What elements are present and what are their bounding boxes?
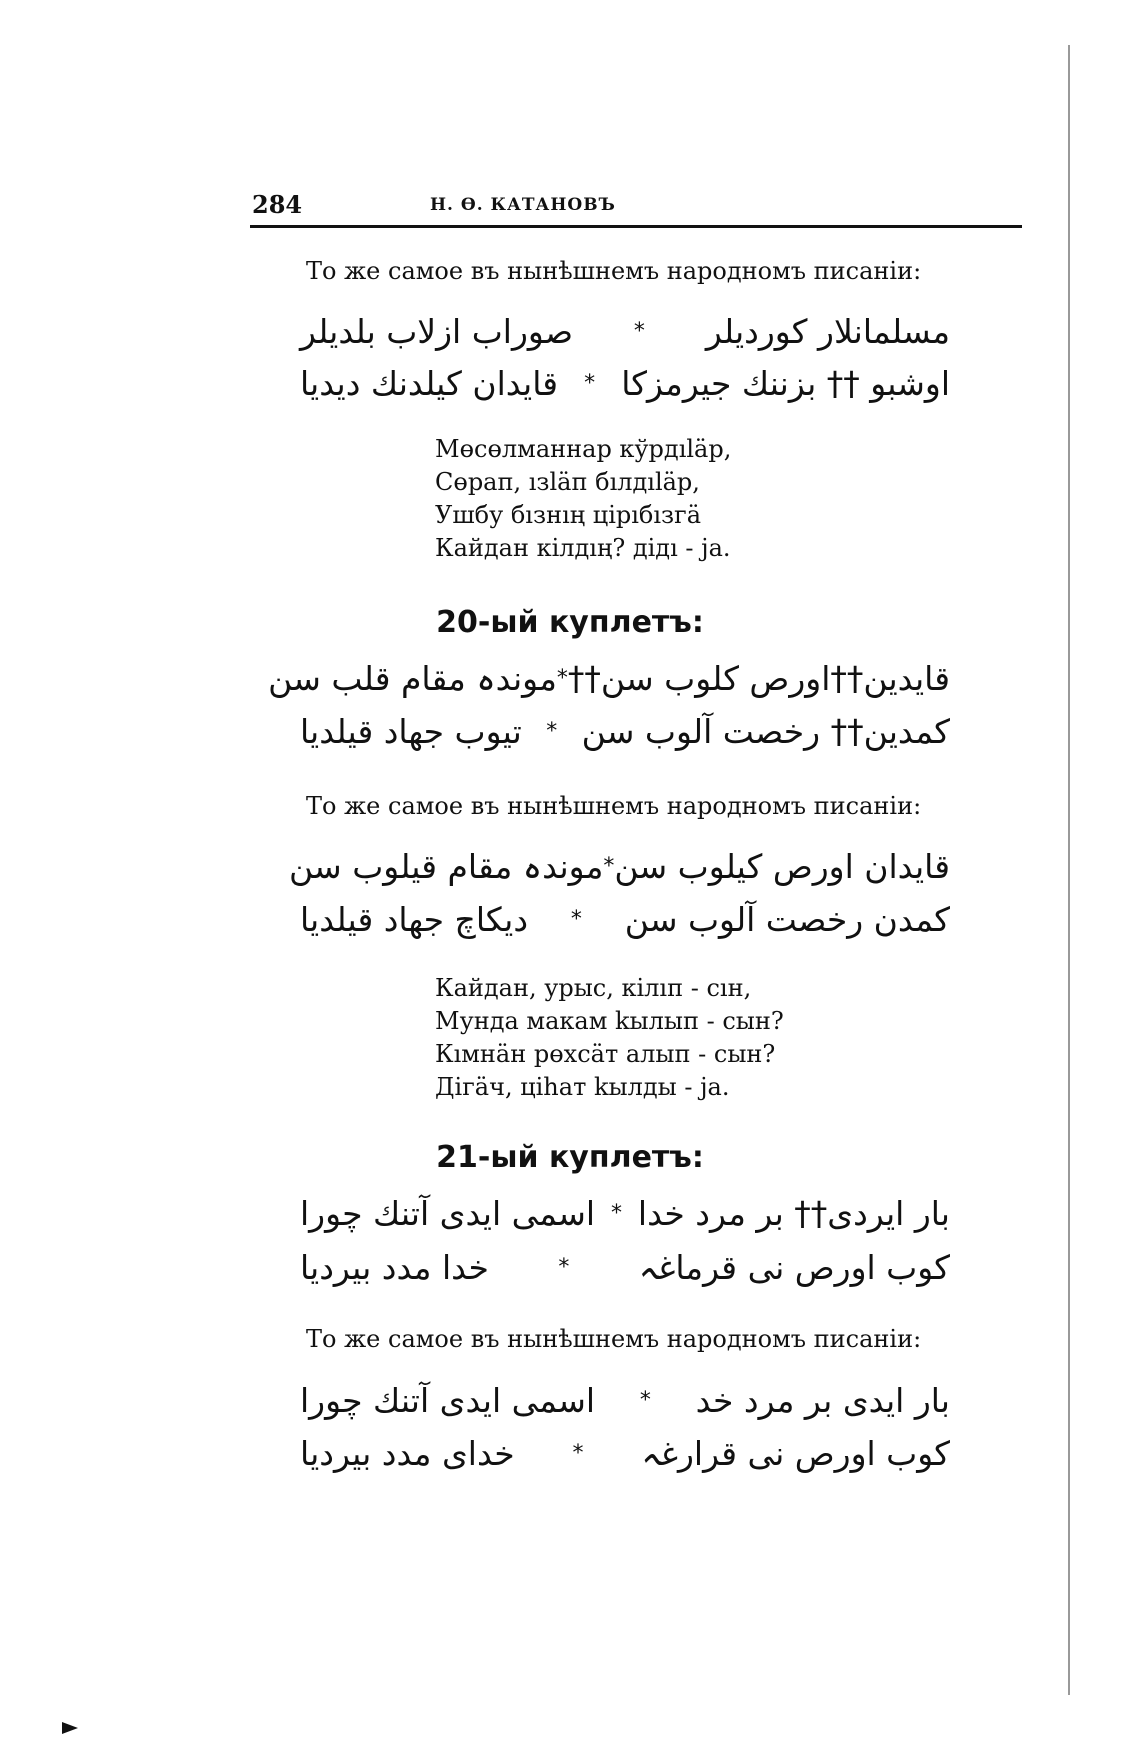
verse-right-half: قایدان اورص کیلوب سن [614,847,950,886]
corner-arrow-icon [62,1722,78,1734]
stanza-line: Ушбу бıзнıң цірıбıзгä [435,501,702,529]
verse-left-half: اسمی ایدی آتنك چورا [300,1194,596,1233]
verse-separator-star: * [570,907,582,932]
stanza-line: Сөрап, ıзläп бıлдıläр, [435,468,700,496]
verse-left-half: موندہ مقام قیلوب سن [288,847,604,886]
transliteration-stanza [435,972,784,1104]
verse-right-half: مسلمانلار کوردیلر [705,312,950,351]
verse-separator-star: * [584,371,596,396]
verse-left-half: موندہ مقام قلب سن [268,659,557,698]
verse-left-half: خدای مدد بیردیا [300,1434,515,1473]
intro-label-1: То же самое въ нынѣшнемъ народномъ писаніи: [306,257,922,285]
verse-separator-star: * [603,854,615,879]
verse-right-half: کوب اورص نی قرارغہ [641,1434,950,1473]
arabic-verse-line [300,708,950,756]
verse-separator-star: * [546,719,558,744]
verse-separator-star: * [558,1255,570,1280]
scan-edge-line [1068,45,1070,1695]
arabic-verse-line [300,308,950,356]
arabic-verse-line [300,1244,950,1292]
verse-right-half: قایدین††اورص کلوب سن†† [567,659,950,698]
verse-left-half: دیکاچ جهاد قیلدیا [300,900,529,939]
arabic-verse-line [300,1430,950,1478]
arabic-verse-line [288,843,950,891]
verse-right-half: کمدین†† رخصت آلوب سن [581,712,950,751]
verse-right-half: بار ایردی†† بر مرد خدا [637,1194,950,1233]
arabic-verse-line [300,1190,950,1238]
intro-label-3: То же самое въ нынѣшнемъ народномъ писаніи: [306,1325,922,1353]
stanza-line: Кıмнäн рөхсäт алып - сын? [435,1040,776,1068]
verse-left-half: تیوب جهاد قیلدیا [300,712,522,751]
arabic-verse-line [300,1377,950,1425]
transliteration-stanza [435,433,731,565]
stanza-line: Мөсөлманнар кўрдıläр, [435,435,732,463]
couplet-heading-20: 20-ый куплетъ: [436,605,704,640]
stanza-line: Кайдан, урыс, кілıп - сıн, [435,974,752,1002]
page-number: 284 [252,190,303,219]
verse-right-half: کوب اورص نی قرماغہ [638,1248,950,1287]
verse-right-half: بار ایدی بر مرد خد [695,1381,950,1420]
arabic-verse-line [300,896,950,944]
stanza-line: Дігäч, цihат kылды - ja. [435,1073,730,1101]
verse-left-half: اسمی ایدی آتنك چورا [300,1381,596,1420]
verse-right-half: اوشبو †† بزننك جیرمزکا [621,364,950,403]
header-rule [250,225,1022,228]
running-head: Н. Ѳ. КАТАНОВЪ [430,195,616,215]
stanza-line: Кайдан кілдıң? дідı - ja. [435,534,731,562]
verse-separator-star: * [633,319,645,344]
couplet-heading-21: 21-ый куплетъ: [436,1140,704,1175]
verse-right-half: کمدن رخصت آلوب سن [624,900,950,939]
intro-label-2: То же самое въ нынѣшнемъ народномъ писаніи: [306,792,922,820]
arabic-verse-line [300,360,950,408]
verse-separator-star: * [556,666,568,691]
verse-separator-star: * [639,1388,651,1413]
verse-separator-star: * [572,1441,584,1466]
arabic-verse-line [268,655,950,703]
verse-left-half: خدا مدد بیردیا [300,1248,489,1287]
verse-separator-star: * [610,1201,622,1226]
stanza-line: Мунда макам kылып - сын? [435,1007,784,1035]
verse-left-half: قایدان کیلدنك دیدیا [300,364,559,403]
verse-left-half: صوراب ازلاب بلدیلر [300,312,573,351]
